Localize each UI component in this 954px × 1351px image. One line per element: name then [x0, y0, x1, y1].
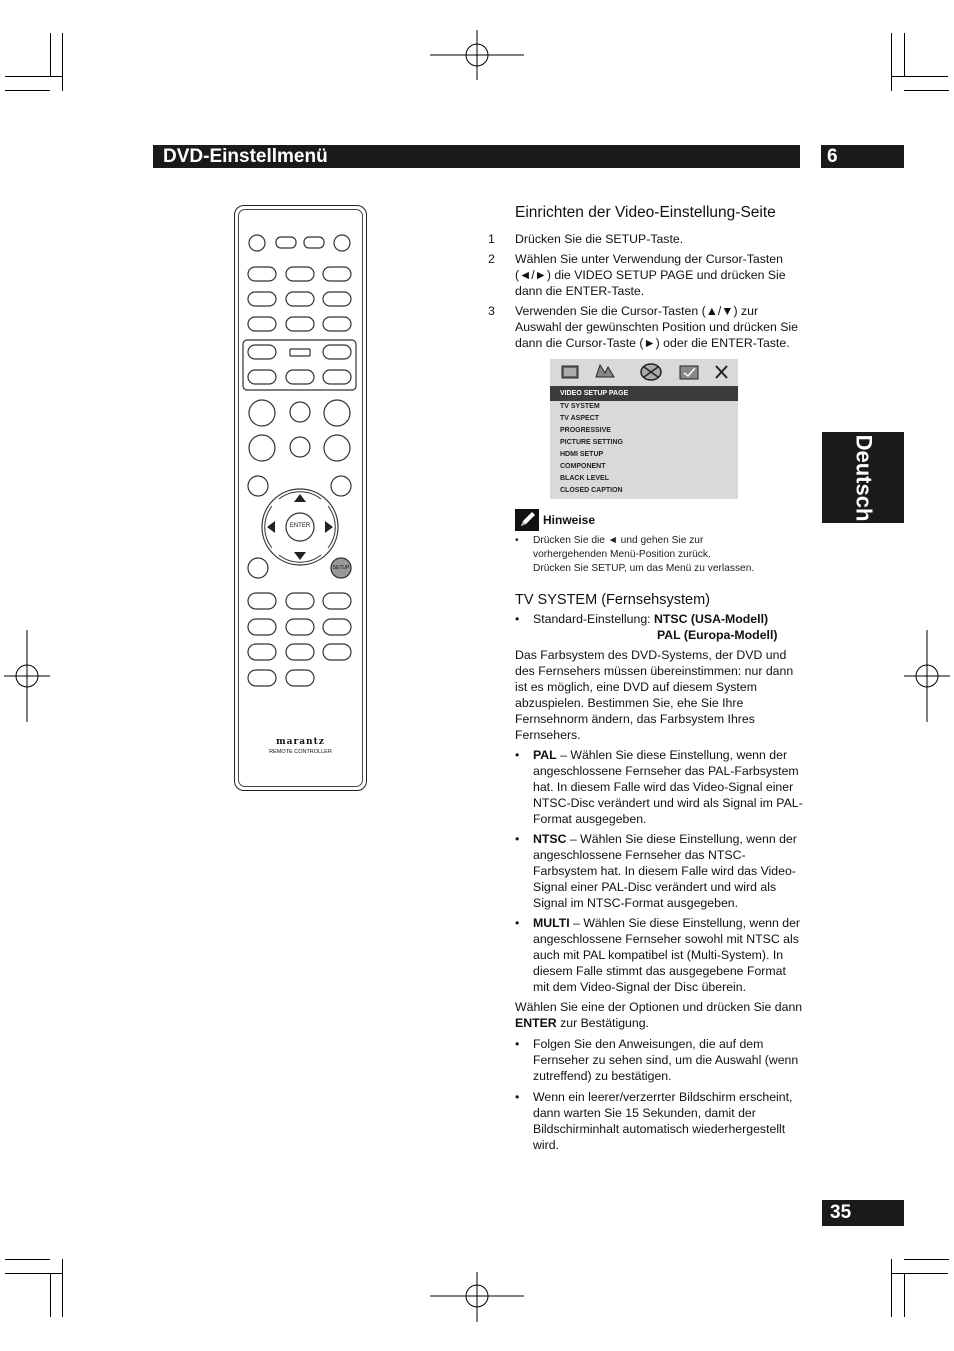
- menu-item: PICTURE SETTING: [560, 439, 624, 446]
- tv-system-intro: Das Farbsystem des DVD-Systems, der DVD und des Fernsehers müssen übereinstimmen: nur dann ist es möglich, eine DVD auf diesem System abzuspielen. Bestimmen Sie, ehe Sie Ihre Fernsehnorm ändern, das Farbsystem Ihres Fernsehers.: [515, 648, 794, 742]
- menu-header: VIDEO SETUP PAGE: [550, 386, 738, 401]
- registration-top-icon: [430, 30, 524, 80]
- registration-bottom-icon: [430, 1272, 524, 1322]
- option-ntsc: • NTSC – Wählen Sie diese Einstellung, wenn der angeschlossene Fernseher das NTSC-Farbsystem hat. In diesem Falle wird das Video-Signal einer PAL-Disc verändert und wird als Signal im NTSC-Format ausgegeben.: [515, 831, 805, 911]
- notes-item: • Drücken Sie die ◄ und gehen Sie zur vorhergehenden Menü-Position zurück. Drücken Sie SETUP, um das Menü zu verlassen.: [515, 534, 805, 576]
- menu-item: CLOSED CAPTION: [560, 487, 623, 494]
- option-pal: • PAL – Wählen Sie diese Einstellung, wenn der angeschlossene Fernseher das PAL-Farbsystem hat. In diesem Falle wird das Video-Signal einer NTSC-Disc verändert und wird als Signal im PAL-Format ausgegeben.: [515, 747, 805, 827]
- remote-subtitle: REMOTE CONTROLLER: [269, 749, 332, 755]
- section-title-video-setup: Einrichten der Video-Einstellung-Seite: [515, 204, 776, 221]
- menu-item: TV SYSTEM: [560, 403, 600, 410]
- page-number: 35: [822, 1200, 904, 1226]
- video-setup-menu-screenshot: [550, 359, 738, 499]
- language-tab: [822, 432, 904, 523]
- notes-title: Hinweise: [543, 513, 596, 527]
- tip-item: • Wenn ein leerer/verzerrter Bildschirm erscheint, dann warten Sie 15 Sekunden, damit der Bildschirminhalt automatisch wiederhergestellt wird.: [515, 1089, 805, 1153]
- step-1: 1 Drücken Sie die SETUP-Taste.: [488, 232, 684, 246]
- registration-left-icon: [4, 630, 50, 722]
- menu-item: BLACK LEVEL: [560, 475, 609, 482]
- remote-brand-logo: marantz: [276, 737, 325, 747]
- menu-item: PROGRESSIVE: [560, 427, 611, 434]
- step-3: 3 Verwenden Sie die Cursor-Tasten (▲/▼) zur Auswahl der gewünschten Position und drücken Sie dann die Cursor-Taste (►) oder die ENTER-Taste.: [488, 304, 799, 350]
- confirm-text: Wählen Sie eine der Optionen und drücken Sie dann ENTER zur Bestätigung.: [515, 1000, 803, 1030]
- section-title-tv-system: TV SYSTEM (Fernsehsystem): [515, 592, 710, 608]
- default-setting: • Standard-Einstellung: NTSC (USA-Modell) PAL (Europa-Modell): [515, 611, 805, 643]
- menu-items: [560, 401, 623, 497]
- option-multi: • MULTI – Wählen Sie diese Einstellung, wenn der angeschlossene Fernseher sowohl mit NTSC als auch mit PAL kompatibel ist (Multi-System). In diesem Falle stimmt das ausgegebene Format mit dem Video-Signal der Disc überein.: [515, 915, 805, 995]
- notes-heading: [515, 509, 805, 531]
- tip-item: • Folgen Sie den Anweisungen, die auf dem Fernseher zu sehen sind, um die Auswahl (wenn zutreffend) zu bestätigen.: [515, 1036, 805, 1084]
- menu-item: COMPONENT: [560, 463, 606, 470]
- chapter-number: 6: [821, 145, 904, 168]
- menu-item: HDMI SETUP: [560, 451, 604, 458]
- menu-item: TV ASPECT: [560, 415, 600, 422]
- remote-enter-label: ENTER: [289, 523, 311, 529]
- remote-buttons: [234, 205, 367, 791]
- pencil-note-icon: [515, 509, 539, 531]
- step-2: 2 Wählen Sie unter Verwendung der Cursor-Tasten (◄/►) die VIDEO SETUP PAGE und drücken Sie dann die ENTER-Taste.: [488, 252, 786, 298]
- registration-right-icon: [904, 630, 950, 722]
- menu-icons: [550, 359, 738, 385]
- language-label: Deutsch: [851, 434, 877, 521]
- page-title: DVD-Einstellmenü: [163, 146, 328, 167]
- remote-setup-label: SETUP: [332, 565, 350, 571]
- main-content: [488, 203, 805, 1153]
- header-bar: [153, 145, 800, 168]
